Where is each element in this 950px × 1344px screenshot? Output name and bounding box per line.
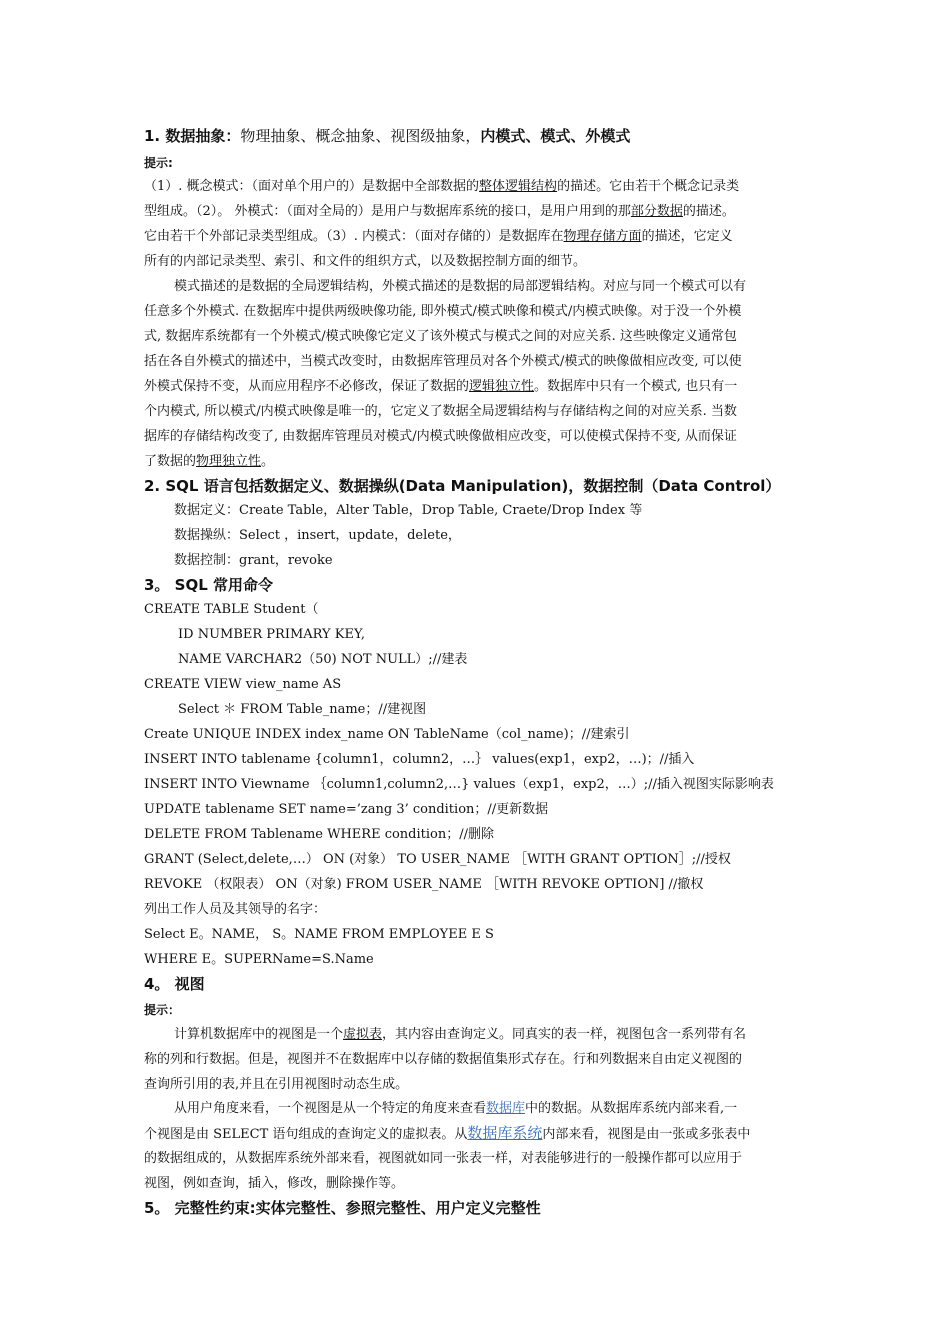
- paragraph-line: 括在各自外模式的描述中，当模式改变时，由数据库管理员对各个外模式/模式的映像做相应改变, 可以使: [144, 354, 742, 369]
- code-line: INSERT INTO tablename {column1，column2，…｝ values(exp1，exp2，…)；//插入: [144, 752, 695, 767]
- paragraph-line: 计算机数据库中的视图是一个虚拟表，其内容由查询定义。同真实的表一样，视图包含一系列带有名: [174, 1027, 747, 1042]
- paragraph-line: （1）. 概念模式：（面对单个用户的）是数据中全部数据的整体逻辑结构的描述。它由若干个概念记录类: [144, 179, 740, 194]
- paragraph-line: 所有的内部记录类型、索引、和文件的组织方式，以及数据控制方面的细节。: [144, 254, 587, 269]
- database-link[interactable]: 数据库: [486, 1101, 526, 1116]
- paragraph-line: 数据定义：Create Table，Alter Table，Drop Table, Craete/Drop Index 等: [174, 503, 643, 518]
- paragraph-line: 据库的存储结构改变了, 由数据库管理员对模式/内模式映像做相应改变，可以使模式保持不变, 从而保证: [144, 429, 737, 444]
- section-4-heading: 4。 视图: [144, 975, 205, 993]
- paragraph-line: 视图，例如查询，插入，修改，删除操作等。: [144, 1176, 405, 1191]
- paragraph-line: 查询所引用的表,并且在引用视图时动态生成。: [144, 1077, 409, 1092]
- code-line: ID NUMBER PRIMARY KEY,: [178, 627, 366, 642]
- paragraph-line: 从用户角度来看，一个视图是从一个特定的角度来查看数据库中的数据。从数据库系统内部来看,一: [174, 1101, 738, 1116]
- paragraph-line: 列出工作人员及其领导的名字：: [144, 902, 327, 917]
- paragraph-line: 它由若干个外部记录类型组成。（3）. 内模式：（面对存储的）是数据库在物理存储方面的描述，它定义: [144, 229, 733, 244]
- code-line: Select ＊ FROM Table_name；//建视图: [178, 702, 427, 717]
- section-2-heading: 2. SQL 语言包括数据定义、数据操纵(Data Manipulation)，数据控制（Data Control）: [144, 477, 781, 495]
- paragraph-line: 称的列和行数据。但是，视图并不在数据库中以存储的数据值集形式存在。行和列数据来自由定义视图的: [144, 1052, 743, 1067]
- paragraph-line: 数据控制：grant，revoke: [174, 553, 333, 568]
- code-line: DELETE FROM Tablename WHERE condition；//删除: [144, 827, 494, 842]
- section-5-heading: 5。 完整性约束:实体完整性、参照完整性、用户定义完整性: [144, 1199, 541, 1217]
- paragraph-line: 任意多个外模式. 在数据库中提供两级映像功能, 即外模式/模式映像和模式/内模式映像。对于没一个外模: [144, 304, 742, 319]
- code-line: NAME VARCHAR2（50) NOT NULL）;//建表: [178, 652, 468, 667]
- paragraph-line: 个视图是由 SELECT 语句组成的查询定义的虚拟表。从数据库系统内部来看，视图是由一张或多张表中: [144, 1124, 751, 1142]
- paragraph-line: 数据操纵：Select ，insert，update，delete，: [174, 528, 461, 543]
- paragraph-line: 型组成。（2）。 外模式：（面对全局的）是用户与数据库系统的接口，是用户用到的那部分数据的描述。: [144, 204, 735, 219]
- section-4-tip-label: 提示：: [144, 1003, 181, 1017]
- section-1-tip-label: 提示:: [144, 156, 173, 170]
- code-line: CREATE VIEW view_name AS: [144, 677, 342, 692]
- paragraph-line: 的数据组成的，从数据库系统外部来看，视图就如同一张表一样，对表能够进行的一般操作都可以应用于: [144, 1151, 743, 1166]
- code-line: Select E。NAME， S。NAME FROM EMPLOYEE E S: [144, 927, 494, 942]
- code-line: GRANT (Select,delete,…） ON (对象） TO USER_NAME ［WITH GRANT OPTION］;//授权: [144, 852, 731, 867]
- database-system-link[interactable]: 数据库系统: [467, 1124, 543, 1142]
- code-line: CREATE TABLE Student（: [144, 602, 319, 617]
- paragraph-line: 模式描述的是数据的全局逻辑结构，外模式描述的是数据的局部逻辑结构。对应与同一个模式可以有: [174, 279, 747, 294]
- paragraph-line: 外模式保持不变，从而应用程序不必修改，保证了数据的逻辑独立性。数据库中只有一个模式, 也只有一: [144, 379, 738, 394]
- section-3-heading: 3。 SQL 常用命令: [144, 576, 273, 594]
- code-line: REVOKE （权限表） ON（对象) FROM USER_NAME ［WITH REVOKE OPTION] //撤权: [144, 877, 704, 892]
- code-line: INSERT INTO Viewname ｛column1,column2,…} values（exp1，exp2，…）;//插入视图实际影响表: [144, 777, 774, 792]
- paragraph-line: 个内模式, 所以模式/内模式映像是唯一的，它定义了数据全局逻辑结构与存储结构之间的对应关系. 当数: [144, 404, 737, 419]
- paragraph-line: 了数据的物理独立性。: [144, 454, 275, 469]
- code-line: WHERE E。SUPERName=S.Name: [144, 952, 374, 967]
- code-line: UPDATE tablename SET name=’zang 3’ condition；//更新数据: [144, 802, 549, 817]
- section-1-heading: 1. 数据抽象：物理抽象、概念抽象、视图级抽象，内模式、模式、外模式: [144, 127, 631, 145]
- code-line: Create UNIQUE INDEX index_name ON TableName（col_name)；//建索引: [144, 727, 630, 742]
- paragraph-line: 式, 数据库系统都有一个外模式/模式映像它定义了该外模式与模式之间的对应关系. 这些映像定义通常包: [144, 329, 737, 344]
